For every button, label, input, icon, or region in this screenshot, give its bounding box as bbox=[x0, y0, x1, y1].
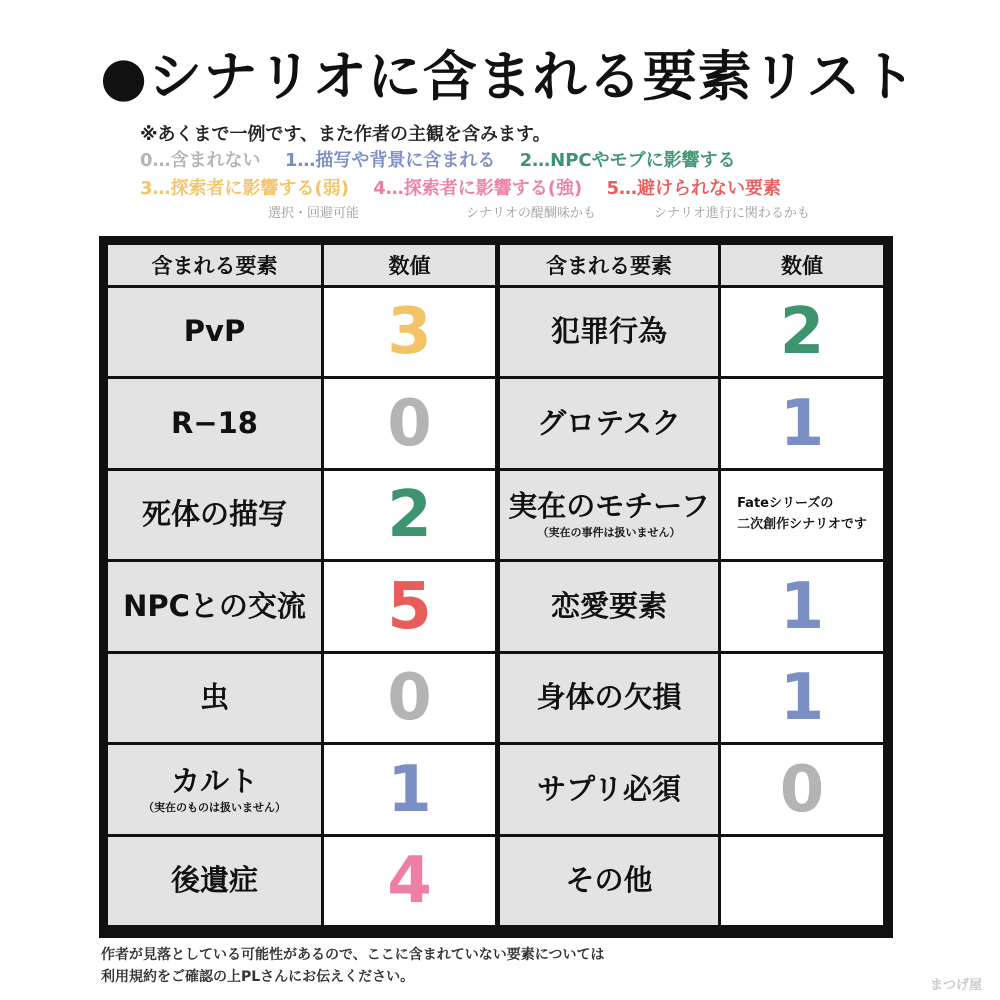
item-real-motif-label: 実在のモチーフ bbox=[508, 489, 710, 523]
item-body-mutilation: 身体の欠損 bbox=[500, 654, 718, 742]
header-value-left: 数値 bbox=[324, 245, 495, 285]
item-supplement-required: サプリ必須 bbox=[500, 745, 718, 834]
header-item-right: 含まれる要素 bbox=[500, 245, 718, 285]
legend-level-4: 4…探索者に影響する(強) bbox=[373, 178, 583, 199]
note-line-2: 二次創作シナリオです bbox=[737, 517, 867, 532]
item-cult bbox=[108, 745, 321, 834]
item-corpse-depiction: 死体の描写 bbox=[108, 471, 321, 559]
footer-line-1: 作者が見落としている可能性があるので、ここに含まれていない要素については bbox=[101, 947, 605, 963]
legend-subnote-3: 選択・回避可能 bbox=[268, 206, 360, 221]
watermark: まつげ屋 bbox=[929, 978, 982, 993]
item-aftereffects: 後遺症 bbox=[108, 837, 321, 925]
value-aftereffects: 4 bbox=[324, 837, 495, 925]
legend-row-1 bbox=[140, 146, 754, 172]
legend-subnote-4: シナリオの醍醐味かも bbox=[466, 206, 596, 221]
legend-row-2 bbox=[140, 174, 799, 200]
item-other: その他 bbox=[500, 837, 718, 925]
value-real-motif bbox=[721, 471, 883, 559]
legend-subnote-5: シナリオ進行に関わるかも bbox=[654, 206, 810, 221]
header-item-left: 含まれる要素 bbox=[108, 245, 321, 285]
legend-level-3: 3…探索者に影響する(弱) bbox=[140, 178, 349, 199]
value-pvp: 3 bbox=[324, 288, 495, 376]
item-real-motif bbox=[500, 471, 718, 559]
legend-level-0: 0…含まれない bbox=[140, 150, 261, 171]
item-cult-label: カルト bbox=[170, 763, 258, 798]
page-title: ●シナリオに含まれる要素リスト bbox=[100, 45, 917, 108]
value-supplement-required: 0 bbox=[721, 745, 883, 834]
value-r18: 0 bbox=[324, 379, 495, 468]
footer-note bbox=[101, 944, 604, 989]
value-cult: 1 bbox=[324, 745, 495, 834]
item-crime: 犯罪行為 bbox=[500, 288, 718, 376]
item-pvp: PvP bbox=[108, 288, 321, 376]
header-value-right: 数値 bbox=[721, 245, 883, 285]
value-real-motif-note bbox=[737, 494, 867, 536]
legend-level-2: 2…NPCやモブに影響する bbox=[519, 150, 736, 171]
value-crime: 2 bbox=[721, 288, 883, 376]
item-npc-interaction: NPCとの交流 bbox=[108, 562, 321, 651]
item-grotesque: グロテスク bbox=[500, 379, 718, 468]
item-insects: 虫 bbox=[108, 654, 321, 742]
item-real-motif-sub: （実在の事件は扱いません） bbox=[537, 526, 681, 540]
elements-table bbox=[99, 236, 893, 938]
value-romance: 1 bbox=[721, 562, 883, 651]
item-r18: R−18 bbox=[108, 379, 321, 468]
value-insects: 0 bbox=[324, 654, 495, 742]
value-body-mutilation: 1 bbox=[721, 654, 883, 742]
value-npc-interaction: 5 bbox=[324, 562, 495, 651]
value-grotesque: 1 bbox=[721, 379, 883, 468]
item-cult-sub: （実在のものは扱いません） bbox=[143, 800, 286, 814]
item-romance: 恋愛要素 bbox=[500, 562, 718, 651]
note-line-1: Fateシリーズの bbox=[737, 496, 834, 512]
legend-level-1: 1…描写や背景に含まれる bbox=[284, 150, 496, 171]
legend-level-5: 5…避けられない要素 bbox=[606, 178, 782, 199]
value-other bbox=[721, 837, 883, 925]
legend-note: ※あくまで一例です、また作者の主観を含みます。 bbox=[140, 124, 551, 145]
footer-line-2: 利用規約をご確認の上PLさんにお伝えください。 bbox=[101, 969, 415, 986]
value-corpse-depiction: 2 bbox=[324, 471, 495, 559]
